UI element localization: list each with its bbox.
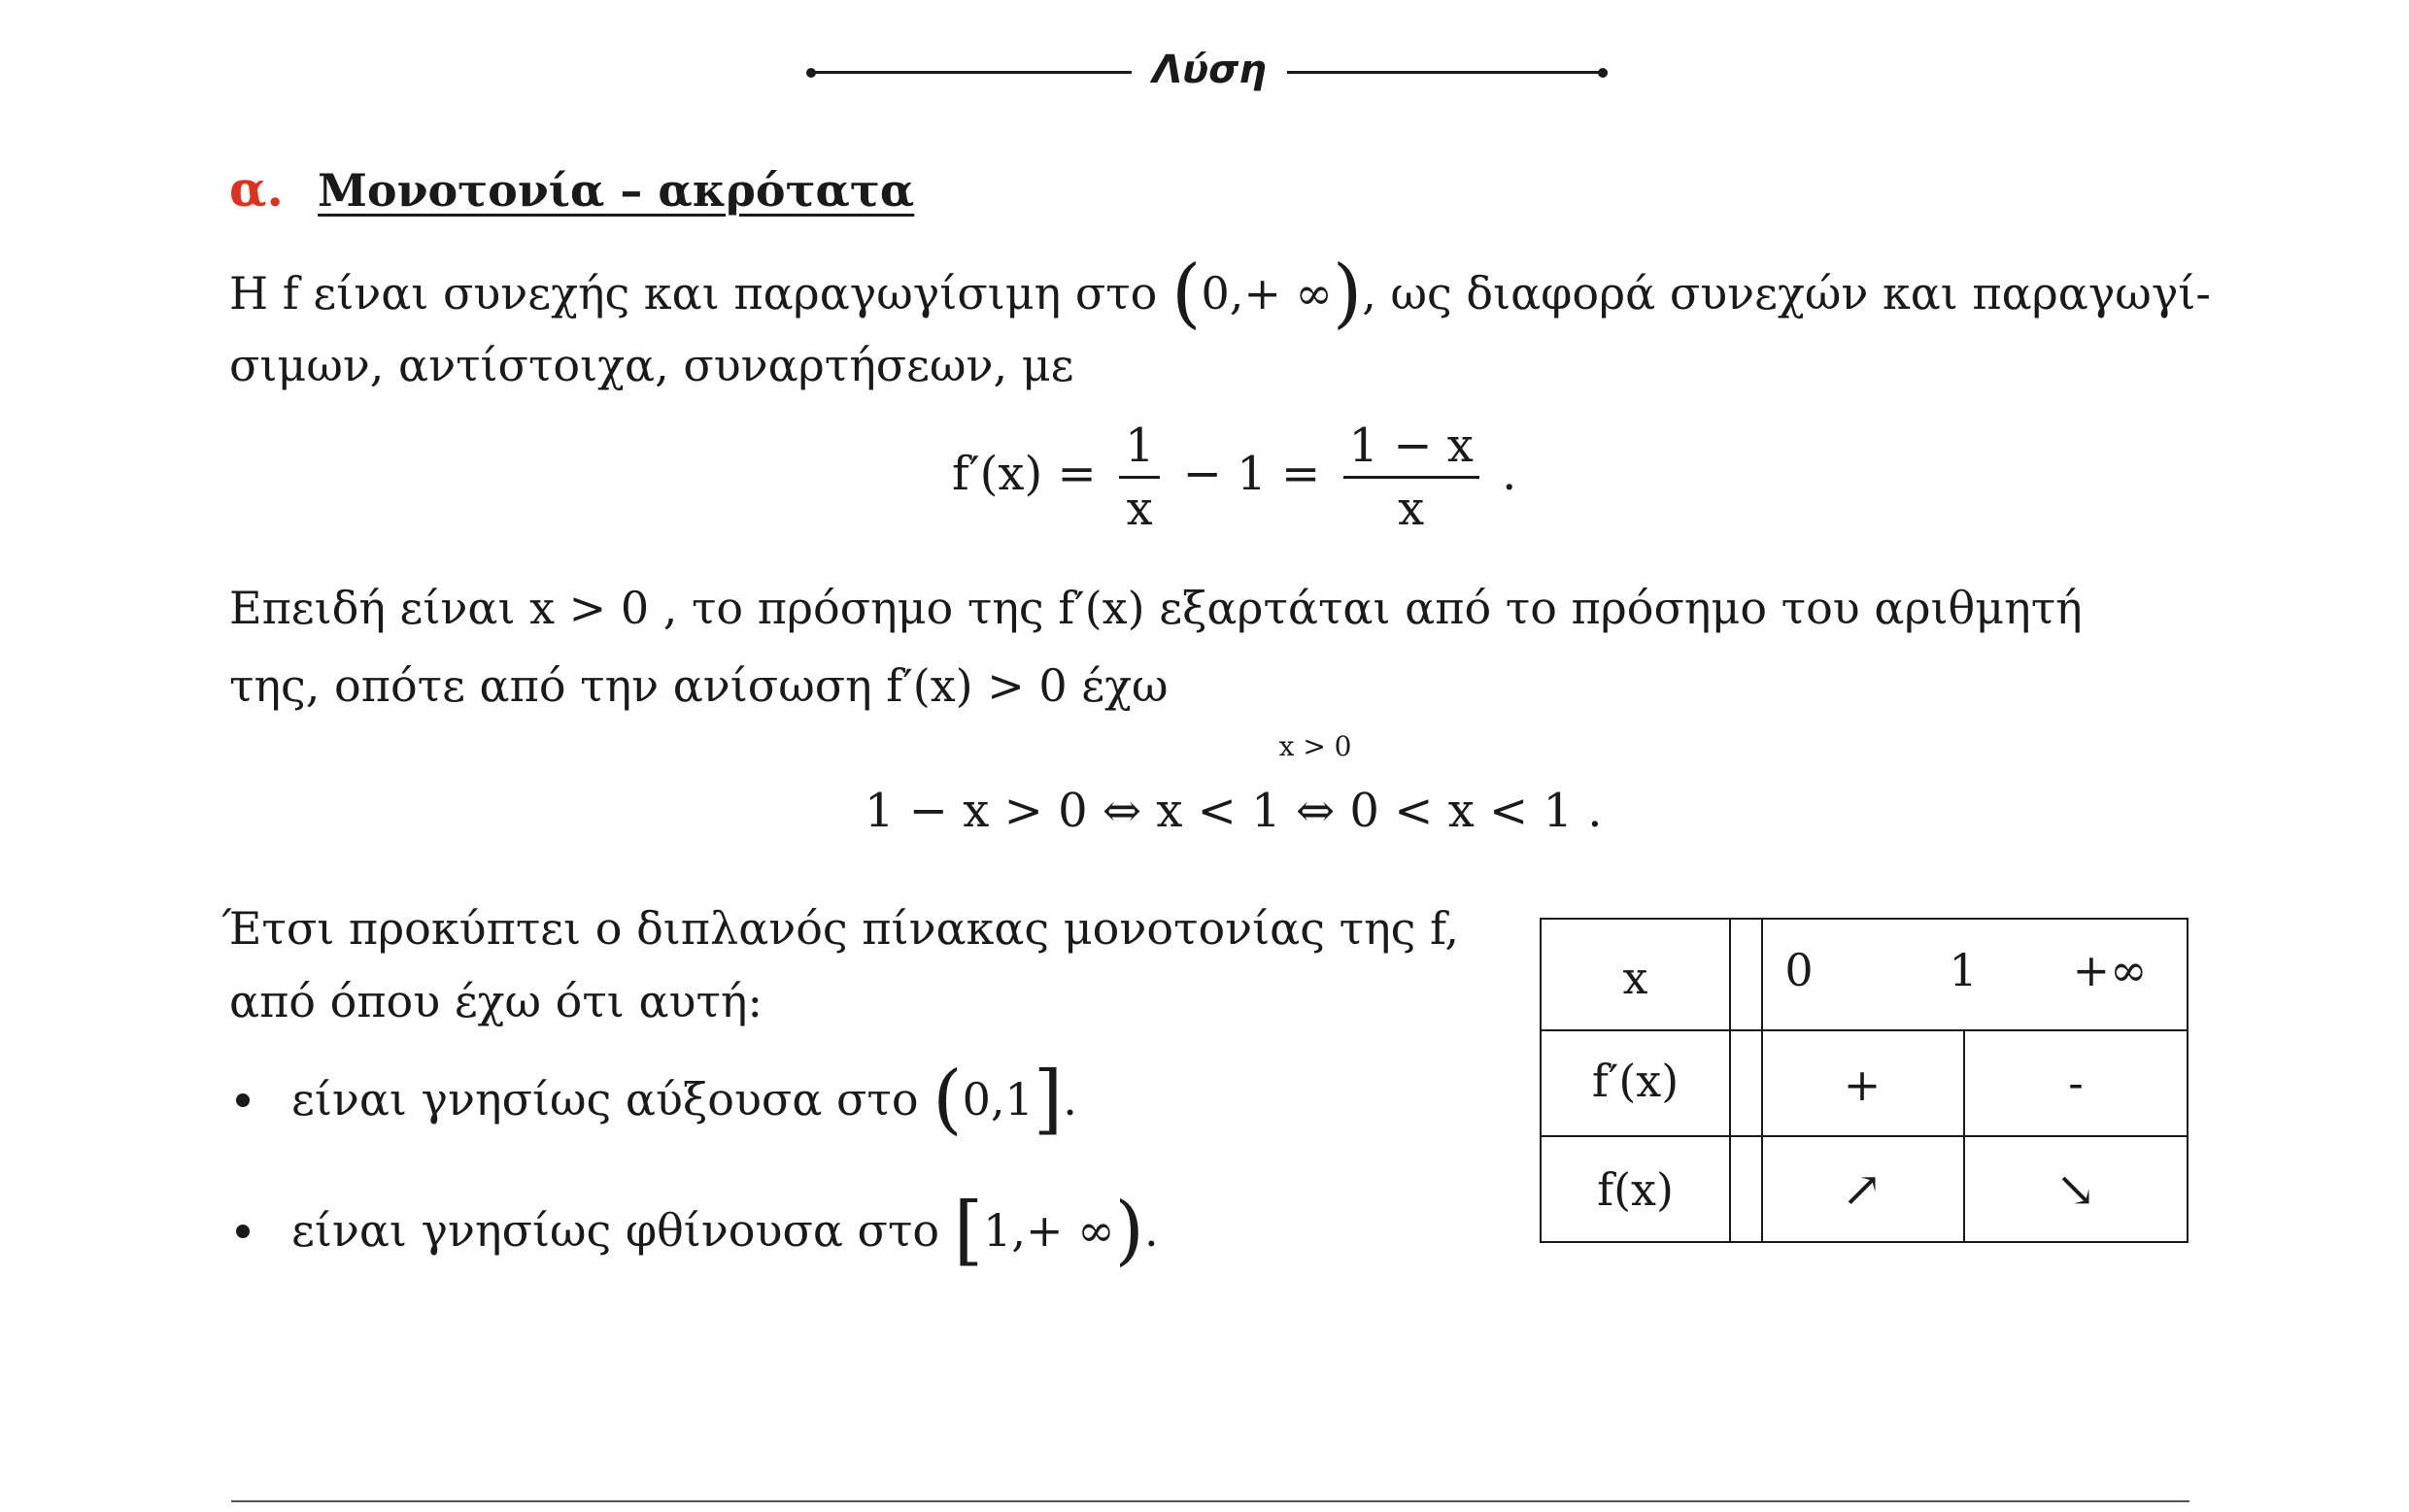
p2-line-2: της, οπότε από την ανίσωση f′(x) > 0 έχω bbox=[229, 659, 1169, 712]
eq1-frac1-denominator: x bbox=[1126, 482, 1153, 536]
bullet-decreasing bbox=[291, 1187, 1159, 1274]
p1-interval: 0,+ ∞ bbox=[1201, 267, 1333, 319]
sign-negative: - bbox=[2068, 1057, 2084, 1109]
eq2-conditional-equivalence bbox=[1278, 730, 1352, 845]
bullet-right-bracket: ) bbox=[1114, 1187, 1144, 1274]
eq2-right: 0 < x < 1 . bbox=[1335, 784, 1603, 838]
section-marker: α. bbox=[229, 160, 284, 218]
bullet-text: είναι γνησίως φθίνουσα στο bbox=[291, 1204, 954, 1257]
row-label-derivative: f′(x) bbox=[1591, 1055, 1680, 1107]
eq1-lhs: f′(x) = bbox=[952, 447, 1097, 501]
inequality-chain bbox=[865, 730, 1603, 845]
x-value-zero: 0 bbox=[1784, 944, 1814, 996]
bullet-increasing bbox=[291, 1056, 1077, 1143]
p2-line-1: Επειδή είναι x > 0 , το πρόσημο της f′(x) εξαρτάται από το πρόσημο του αριθμητή bbox=[229, 582, 2083, 634]
arrow-increasing-icon: ↗ bbox=[1842, 1161, 1883, 1218]
eq1-middle: − 1 = bbox=[1182, 447, 1321, 501]
arrow-decreasing-icon: ↘ bbox=[2055, 1161, 2096, 1218]
x-value-infinity: +∞ bbox=[2072, 944, 2148, 996]
bullet-text: είναι γνησίως αύξουσα στο bbox=[291, 1073, 933, 1126]
divider-right-line bbox=[1287, 71, 1608, 74]
eq1-frac2-numerator: 1 − x bbox=[1343, 416, 1479, 479]
eq1-frac1-numerator: 1 bbox=[1119, 416, 1161, 479]
p1-text-after: , ως διαφορά συνεχών και παραγωγί- bbox=[1362, 267, 2211, 319]
eq2-left: 1 − x > 0 ⇔ x < 1 bbox=[865, 784, 1296, 838]
bullet-right-bracket: ] bbox=[1033, 1056, 1064, 1143]
section-heading bbox=[229, 155, 914, 224]
eq2-condition: x > 0 bbox=[1278, 730, 1352, 762]
p1-line-2: σιμων, αντίστοιχα, συναρτήσεων, με bbox=[229, 339, 1074, 391]
section-title: Μονοτονία – ακρότατα bbox=[317, 164, 915, 217]
bullet-dot bbox=[236, 1093, 250, 1107]
table-divider bbox=[1729, 920, 1731, 1241]
paragraph-continuity bbox=[229, 250, 2211, 337]
table-divider bbox=[1542, 1029, 2187, 1031]
interval-open-paren: ( bbox=[1171, 250, 1202, 337]
bullet-end: . bbox=[1063, 1073, 1077, 1126]
row-label-function: f(x) bbox=[1597, 1163, 1674, 1216]
divider-right-dot bbox=[1598, 68, 1608, 78]
solution-heading: Λύση bbox=[1152, 48, 1267, 92]
footer-rule bbox=[231, 1500, 2189, 1502]
eq1-fraction-2 bbox=[1343, 416, 1479, 539]
p1-text-before: Η f είναι συνεχής και παραγωγίσιμη στο bbox=[229, 267, 1171, 319]
eq1-fraction-1 bbox=[1119, 416, 1161, 539]
derivative-equation bbox=[952, 416, 1516, 539]
eq1-end: . bbox=[1502, 447, 1517, 501]
sign-positive: + bbox=[1843, 1058, 1882, 1111]
x-value-one: 1 bbox=[1949, 944, 1978, 996]
p3-line-1: Έτσι προκύπτει ο διπλανός πίνακας μονοτονίας της f, bbox=[221, 902, 1460, 955]
bullet-left-bracket: ( bbox=[933, 1056, 963, 1143]
interval-close-paren: ) bbox=[1332, 250, 1363, 337]
p3-line-2: από όπου έχω ότι αυτή: bbox=[229, 975, 763, 1027]
bullet-interval: 0,1 bbox=[962, 1073, 1034, 1126]
monotonicity-table bbox=[1540, 918, 2188, 1243]
eq1-frac2-denominator: x bbox=[1398, 482, 1425, 536]
divider-left-line bbox=[811, 71, 1132, 74]
eq2-arrow: ⇔ bbox=[1295, 784, 1336, 838]
bullet-interval: 1,+ ∞ bbox=[983, 1204, 1115, 1257]
bullet-dot bbox=[236, 1225, 250, 1238]
table-divider bbox=[1542, 1135, 2187, 1137]
bullet-end: . bbox=[1143, 1204, 1159, 1257]
bullet-left-bracket: [ bbox=[953, 1187, 984, 1274]
row-label-x: x bbox=[1622, 952, 1648, 1004]
